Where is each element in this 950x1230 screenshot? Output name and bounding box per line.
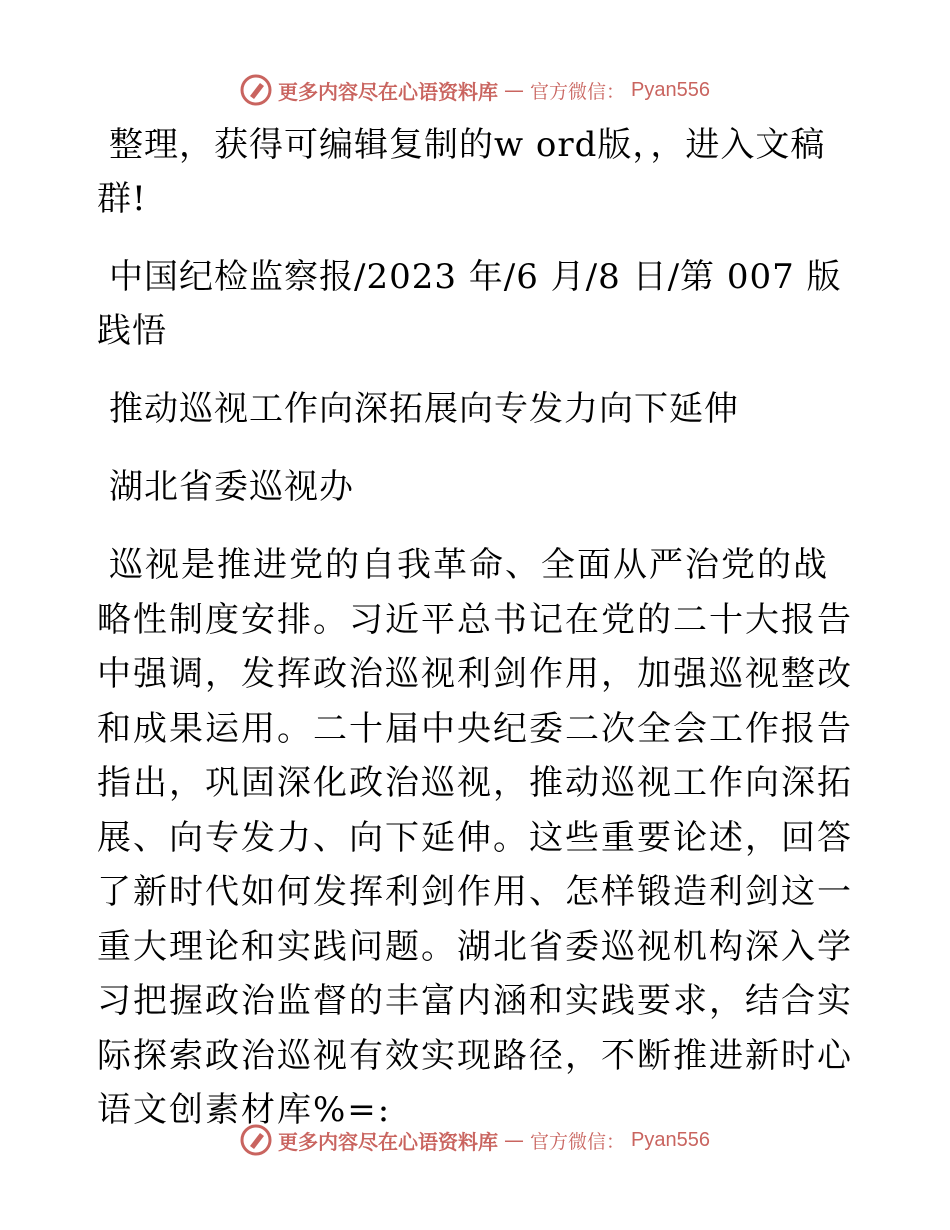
article-headline: 推动巡视工作向深拓展向专发力向下延伸	[109, 389, 739, 429]
banner-dash: —	[504, 78, 524, 102]
article-body: 巡视是推进党的自我革命、全面从严治党的战略性制度安排。习近平总书记在党的二十大报告中强调，发挥政治巡视利剑作用，加强巡视整改和成果运用。二十届中央纪委二次全会工作报告指出，巩固深化政治巡视，推动巡视工作向深拓展、向专发力、向下延伸。这些重要论述，回答了新时代如何发挥利剑作用、怎样锻造利剑这一重大理论和实践问题。湖北省委巡视机构深入学习把握政治监督的丰富内涵和实践要求，结合实际探索政治巡视有效实现路径，不断推进新时心语文创素材库%=:	[97, 545, 853, 1130]
banner-official-label: 官方微信：	[530, 1130, 626, 1153]
header-banner	[0, 70, 950, 110]
document-content	[97, 118, 853, 1162]
intro-paragraph: 整理，获得可编辑复制的w ord版，，进入文稿群!	[97, 125, 826, 219]
pen-nib-circle-icon	[240, 1124, 272, 1156]
banner-dash: —	[504, 1128, 524, 1152]
banner-wechat-id: Pyan556	[631, 78, 710, 101]
banner-title: 更多内容尽在心语资料库	[278, 1129, 498, 1154]
source-line: 中国纪检监察报/2023 年/6 月/8 日/第 007 版践悟	[97, 257, 842, 351]
pen-nib-circle-icon	[240, 74, 272, 106]
article-author: 湖北省委巡视办	[109, 467, 354, 507]
banner-wechat-id: Pyan556	[631, 1128, 710, 1151]
banner-official-label: 官方微信：	[530, 80, 626, 103]
footer-banner	[0, 1120, 950, 1160]
banner-title: 更多内容尽在心语资料库	[278, 79, 498, 104]
